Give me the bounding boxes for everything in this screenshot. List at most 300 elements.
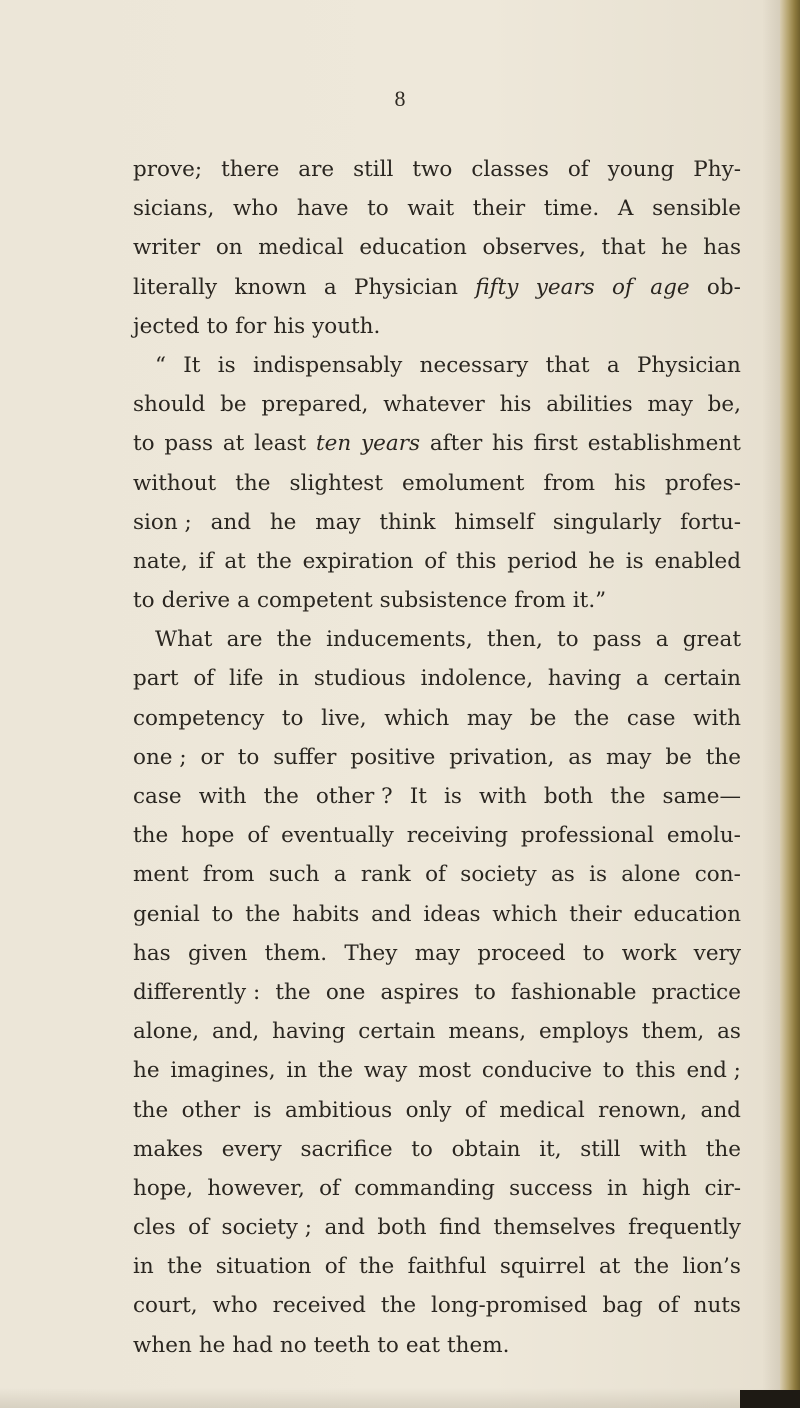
word: having [547,666,622,692]
word: with [639,1136,688,1162]
word: of [425,862,447,888]
word: ment [133,862,189,888]
word: the [359,1254,395,1280]
word: same— [662,784,741,809]
text-line [133,934,741,973]
word: bag [602,1293,643,1319]
word: education [359,235,467,261]
text-line [133,895,741,934]
word: makes [133,1136,203,1162]
word: writer [133,235,201,261]
word: the [705,744,741,770]
word: the [133,1097,169,1123]
word: the [167,1254,203,1280]
word: work [621,940,677,966]
word: success [509,1175,593,1201]
word: young [607,157,675,182]
word: may [606,744,652,770]
word: society [460,862,537,888]
word: every [221,1136,282,1162]
word: A [617,196,634,222]
word: this [635,1058,676,1084]
word: be, [707,392,741,418]
italic-word: years [535,274,595,300]
text-line [133,659,741,698]
word: he [198,1332,226,1358]
word: may [466,705,513,731]
word: he [133,1058,160,1084]
word: in [286,1058,308,1084]
word: most [418,1058,472,1084]
word: his [614,470,646,496]
text-line [133,855,741,894]
word: at [222,431,245,457]
word: life [229,666,264,692]
word: Physician [636,352,741,378]
text-line [133,1326,741,1365]
word: to [602,1058,625,1084]
word: known [234,274,307,300]
word: the [263,784,299,809]
word: as [550,862,575,888]
word: pass [592,627,642,653]
corner-mark [740,1390,800,1408]
word: positive [350,744,436,770]
word: observes, [482,235,586,261]
word: a [237,588,250,614]
word: that [545,352,590,378]
text-line [133,150,741,189]
word: and [324,1215,365,1241]
word: who [233,196,279,222]
italic-word: age [650,274,690,300]
word: prepared, [261,392,369,418]
word: to [411,1136,433,1162]
word: in [133,1254,154,1280]
text-line [133,1051,741,1090]
word: no [279,1332,307,1358]
word: very [693,940,741,966]
word: both [377,1215,427,1241]
word: competent [256,588,373,614]
word: from [202,862,255,888]
word: be [220,392,247,418]
word: had [232,1332,273,1358]
word: singularly [552,509,662,535]
word: youth. [312,313,381,339]
text-line [133,1091,741,1130]
word: receiving [406,823,508,849]
word: situation [215,1254,312,1280]
word: ideas [423,901,481,927]
word: the [256,548,292,574]
word: emolu- [666,823,741,849]
page-bottom-edge [0,1388,800,1408]
word: society ; [221,1215,313,1241]
word: sacrifice [300,1136,393,1162]
word: “ [155,352,166,378]
word: Physician [354,274,458,300]
word: as [717,1019,741,1045]
word: derive [161,588,231,614]
word: fashionable [511,979,637,1005]
word: his [492,431,524,457]
word: frequently [628,1215,741,1241]
word: privation, [449,744,555,770]
word: ob- [706,274,741,300]
word: is [444,784,462,809]
word: the [275,979,311,1005]
word: alone, [133,1019,200,1045]
word: and, [211,1019,260,1045]
word: the [245,901,281,927]
word: he [269,509,297,535]
word: to [206,313,229,339]
word: of [657,1293,679,1319]
word: cles [133,1215,176,1241]
italic-word: ten [316,431,352,457]
word: of [567,157,589,182]
word: one ; [133,744,187,770]
word: the [235,470,271,496]
word: renown, [598,1097,688,1123]
text-line [133,816,741,855]
word: received [272,1293,366,1319]
word: first [533,431,578,457]
italic-word: of [612,274,633,300]
word: who [212,1293,258,1319]
word: on [215,235,243,261]
word: of [247,823,269,849]
word: alone [621,862,681,888]
word: of [424,548,446,574]
word: which [384,705,450,731]
word: necessary [419,352,529,378]
word: commanding [354,1175,495,1201]
text-line [133,777,741,816]
word: hope, [133,1175,194,1201]
word: and [210,509,252,535]
word: They [344,940,398,966]
body-text [133,150,741,1365]
word: professional [520,823,654,849]
word: given [187,940,248,966]
word: to [474,979,496,1005]
word: if [198,548,214,574]
text-line [133,424,741,463]
text-line [133,346,741,385]
word: genial [133,901,200,927]
word: proceed [477,940,566,966]
word: squirrel [499,1254,586,1280]
word: long-promised [431,1293,588,1319]
word: to [557,627,579,653]
word: still [353,157,394,182]
word: in [607,1175,628,1201]
word: two [412,157,453,182]
word: medical [258,235,344,261]
word: medical [499,1097,585,1123]
word: establishment [587,431,741,457]
word: should [133,392,206,418]
word: ambitious [284,1097,393,1123]
word: part [133,666,179,692]
word: nuts [693,1293,741,1319]
word: themselves [493,1215,616,1241]
word: their [472,196,526,222]
text-line [133,228,741,267]
word: it, [539,1136,562,1162]
word: to [211,901,234,927]
text-line [133,620,741,659]
word: of [193,666,215,692]
word: at [598,1254,621,1280]
word: studious [313,666,406,692]
word: find [439,1215,482,1241]
word: It [409,784,427,809]
word: enabled [654,548,741,574]
word: It [183,352,201,378]
word: to [133,431,155,457]
word: eat [405,1332,440,1358]
word: sicians, [133,196,215,222]
word: means, [448,1019,527,1045]
word: imagines, [170,1058,276,1084]
text-line [133,542,741,581]
word: both [543,784,594,809]
word: of [324,1254,346,1280]
word: them. [447,1332,510,1358]
word: be [529,705,557,731]
text-line [133,1012,741,1051]
word: have [296,196,349,222]
word: to [377,1332,399,1358]
word: from [514,588,566,614]
word: education [633,901,741,927]
word: profes- [664,470,741,496]
word: way [363,1058,408,1084]
word: them. [264,940,328,966]
word: expiration [302,548,414,574]
word: one [325,979,366,1005]
word: still [580,1136,621,1162]
word: of [464,1097,486,1123]
word: con- [694,862,741,888]
word: a [655,627,669,653]
word: in [278,666,300,692]
word: practice [651,979,741,1005]
word: when [133,1332,192,1358]
word: case [133,784,182,809]
text-line [133,268,741,307]
word: case [626,705,676,731]
word: period [507,548,578,574]
word: pass [164,431,214,457]
word: inducements, [326,627,473,653]
word: from [543,470,596,496]
word: to [582,940,605,966]
word: be [665,744,692,770]
word: of [319,1175,340,1201]
word: with [693,705,741,731]
word: with [198,784,247,809]
word: aspires [380,979,460,1005]
word: there [221,157,280,182]
word: other [181,1097,241,1123]
word: such [268,862,320,888]
word: prove; [133,157,203,182]
word: then, [486,627,543,653]
word: great [682,627,741,653]
italic-word: fifty [475,274,519,300]
word: as [568,744,593,770]
word: certain [358,1019,436,1045]
word: has [703,235,741,261]
word: may [315,509,361,535]
text-line [133,189,741,228]
word: the [380,1293,417,1319]
word: however, [207,1175,305,1201]
text-line [133,738,741,777]
word: obtain [451,1136,521,1162]
word: a [606,352,620,378]
word: are [298,157,335,182]
word: slightest [289,470,383,496]
word: Phy- [693,157,741,182]
text-line [133,1247,741,1286]
word: he [661,235,688,261]
word: fortu- [680,509,741,535]
word: What [155,627,213,653]
word: habits [292,901,360,927]
word: this [456,548,497,574]
word: least [254,431,307,457]
word: the [633,1254,670,1280]
word: the [574,705,610,731]
word: a [323,274,337,300]
word: whatever [383,392,485,418]
word: cir- [704,1175,741,1201]
word: which [492,901,558,927]
text-line [133,1286,741,1325]
word: teeth [313,1332,371,1358]
text-line [133,699,741,738]
word: it.” [572,588,607,614]
italic-word: years [361,431,421,457]
word: other ? [315,784,393,809]
word: certain [663,666,741,692]
word: that [601,235,646,261]
word: or [200,744,224,770]
word: court, [133,1293,198,1319]
word: lion’s [682,1254,741,1280]
word: is [625,548,644,574]
word: suffer [273,744,337,770]
word: with [479,784,527,809]
word: his [499,392,532,418]
word: are [226,627,263,653]
word: the [610,784,646,809]
word: his [273,313,306,339]
word: literally [133,274,218,300]
word: to [367,196,389,222]
word: think [379,509,436,535]
word: classes [471,157,549,182]
word: the [133,823,169,849]
word: abilities [546,392,633,418]
word: to [237,744,260,770]
word: employs [538,1019,629,1045]
word: to [281,705,304,731]
word: after [429,431,483,457]
word: live, [321,705,367,731]
word: their [569,901,622,927]
text-line [133,581,741,620]
book-spine-edge [780,0,800,1408]
word: end ; [686,1058,741,1084]
text-line [133,1130,741,1169]
word: may [414,940,461,966]
text-line [133,1169,741,1208]
word: eventually [281,823,394,849]
word: indolence, [420,666,534,692]
text-line [133,503,741,542]
word: them, [641,1019,705,1045]
text-line [133,385,741,424]
word: has [133,940,171,966]
word: wait [407,196,455,222]
word: rank [360,862,411,888]
word: sion ; [133,509,192,535]
text-line [133,1208,741,1247]
page-number: 8 [394,86,406,111]
word: a [636,666,649,692]
word: having [272,1019,346,1045]
word: high [641,1175,691,1201]
word: jected [133,313,200,339]
word: and [371,901,412,927]
word: without [133,470,217,496]
word: to [133,588,155,614]
text-line [133,973,741,1012]
word: nate, [133,548,188,574]
word: a [333,862,347,888]
word: of [188,1215,210,1241]
word: only [405,1097,452,1123]
word: sensible [652,196,741,222]
word: the [705,1136,741,1162]
word: time. [543,196,600,222]
word: is [217,352,236,378]
word: at [224,548,246,574]
word: competency [133,705,265,731]
word: the [276,627,312,653]
word: conducive [481,1058,593,1084]
word: he [588,548,615,574]
word: subsistence [379,588,508,614]
text-line [133,307,741,346]
word: is [589,862,607,888]
word: faithful [407,1254,487,1280]
text-line [133,464,741,503]
word: for [235,313,267,339]
word: is [253,1097,272,1123]
word: himself [454,509,535,535]
word: indispensably [252,352,403,378]
word: the [317,1058,354,1084]
word: and [700,1097,741,1123]
word: hope [181,823,235,849]
